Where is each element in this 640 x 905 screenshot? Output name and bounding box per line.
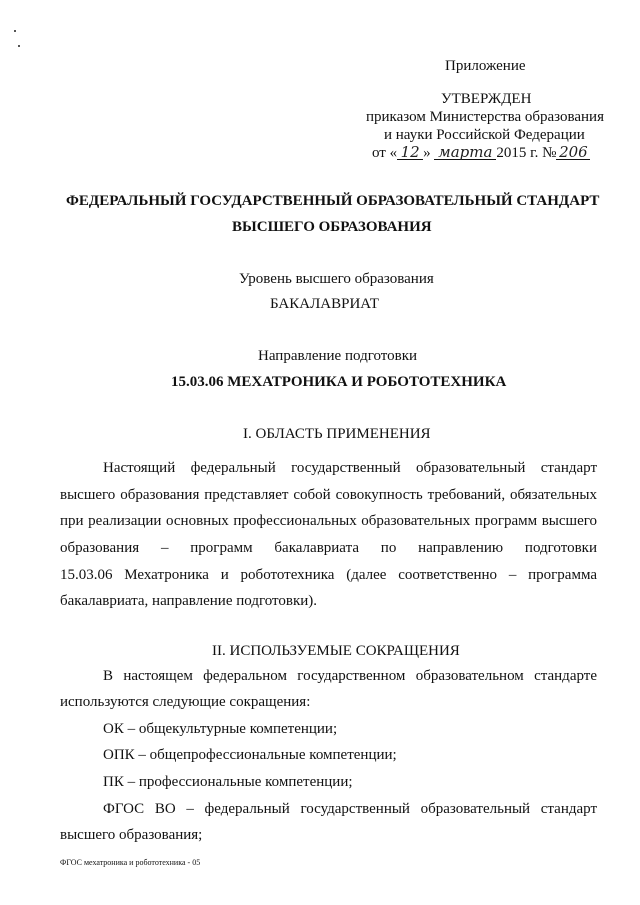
scan-speck [18, 45, 20, 47]
abbreviation-item: ОК – общекультурные компетенции; [103, 721, 338, 737]
section1-line: 15.03.06 Мехатроника и робототехника (далее соответственно – программа [60, 567, 597, 583]
date-mid: » [423, 145, 431, 161]
page-footer: ФГОС мехатроника и робототехника - 05 [60, 858, 201, 867]
document-title-line2: ВЫСШЕГО ОБРАЗОВАНИЯ [232, 219, 432, 235]
document-title-line1: ФЕДЕРАЛЬНЫЙ ГОСУДАРСТВЕННЫЙ ОБРАЗОВАТЕЛЬНЫЙ СТАНДАРТ [66, 193, 600, 209]
approval-date-line [372, 145, 590, 162]
date-day: 12 [397, 145, 423, 160]
section1-line: образования – программ бакалавриата по направлению подготовки [60, 540, 597, 556]
abbreviation-item-last-cont: высшего образования; [60, 827, 203, 843]
approval-ministry-line: и науки Российской Федерации [384, 127, 585, 143]
direction-label: Направление подготовки [258, 348, 418, 364]
date-prefix: от « [372, 145, 398, 161]
section2-intro-line: используются следующие сокращения: [60, 694, 311, 710]
section2-intro-line: В настоящем федеральном государственном образовательном стандарте [103, 668, 597, 684]
section2-heading: II. ИСПОЛЬЗУЕМЫЕ СОКРАЩЕНИЯ [212, 643, 460, 659]
section1-heading: I. ОБЛАСТЬ ПРИМЕНЕНИЯ [243, 426, 431, 442]
abbreviation-item: ПК – профессиональные компетенции; [103, 774, 353, 790]
approval-order-line: приказом Министерства образования [366, 109, 604, 125]
section1-line: при реализации основных профессиональных образовательных программ высшего [60, 513, 597, 529]
abbreviation-item-last: ФГОС ВО – федеральный государственный образовательный стандарт [103, 801, 597, 817]
approved-label: УТВЕРЖДЕН [441, 91, 532, 107]
section1-line: Настоящий федеральный государственный образовательный стандарт [103, 460, 597, 476]
order-number: 206 [556, 145, 590, 160]
section1-line: высшего образования представляет собой совокупность требований, обязательных [60, 487, 597, 503]
direction-value: 15.03.06 МЕХАТРОНИКА И РОБОТОТЕХНИКА [171, 374, 507, 390]
level-label: Уровень высшего образования [239, 271, 434, 287]
abbreviation-item: ОПК – общепрофессиональные компетенции; [103, 747, 397, 763]
date-month: марта [434, 145, 496, 160]
scan-speck [14, 30, 16, 32]
date-year: 2015 г. № [496, 145, 557, 161]
level-value: БАКАЛАВРИАТ [270, 296, 379, 312]
appendix-label: Приложение [445, 58, 526, 74]
section1-line: бакалавриата, направление подготовки). [60, 593, 318, 609]
